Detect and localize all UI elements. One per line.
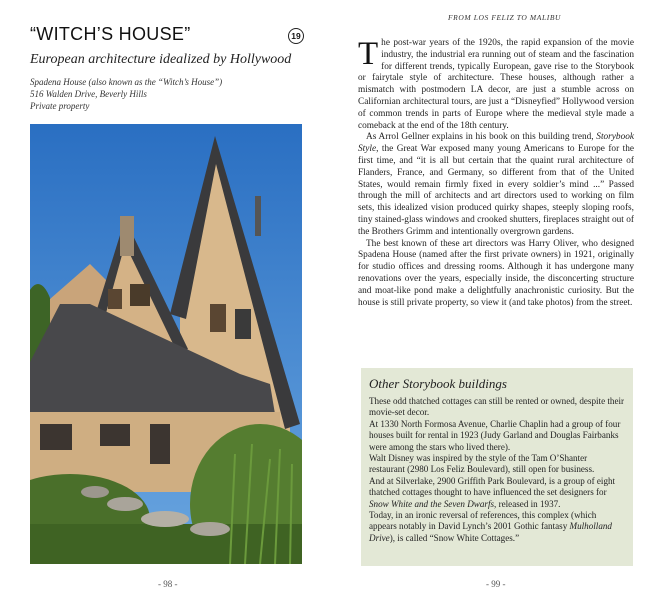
sidebar-box [361, 368, 633, 566]
shutter [108, 289, 122, 309]
film-title: Mulholland Drive [369, 521, 612, 543]
meta-line-address: 516 Walden Drive, Beverly Hills [30, 89, 147, 99]
article-body [358, 38, 634, 309]
sidebar-paragraph: These odd thatched cottages can still be rented or owned, despite their movie-set decor. [369, 396, 625, 418]
house-illustration [30, 124, 302, 564]
sidebar-paragraph: Walt Disney was inspired by the style of the Tam O’Shanter restaurant (2980 Los Feliz Boulevard), still open for business. [369, 453, 595, 475]
book-title: Storybook Style [358, 132, 634, 155]
page-number-right: - 99 - [486, 579, 506, 589]
rock [81, 486, 109, 498]
rock [141, 511, 189, 527]
paragraph-3: The best known of these art directors was Harry Oliver, who designed Spadena House (named after the first private owners) in 1921, originally for studio offices and dressing rooms. Although it has undergone many renovations over the years, especially inside, the disconcerting structure and moat-like pond make a delightfully anachronistic curiosity. But the house is still private property, so view it (and take photos) from the street. [358, 238, 634, 308]
sidebar-paragraph: Today, in an ironic reversal of references, this complex (which appears notably in David Lynch’s 2001 Gothic fantasy Mulholland Drive), is called “Snow White Cottages.” [369, 510, 612, 543]
sidebar-heading: Other Storybook buildings [369, 376, 507, 391]
drop-cap: T [358, 36, 379, 72]
page-number-left: - 98 - [158, 579, 178, 589]
window [100, 424, 130, 446]
sidebar-paragraph: At 1330 North Formosa Avenue, Charlie Chaplin had a group of four houses built for rental in 1923 (Judy Garland and Douglas Fairbanks were among the stars who lived there). [369, 418, 621, 452]
chimney-pipe [255, 196, 261, 236]
paragraph-1: The post-war years of the 1920s, the rapid expansion of the movie industry, the industrial era running out of steam and the fascination for different trends, typically European, gave rise to the Storybook or fairytale style of architecture. These houses, although rather a mismatch with postmodern LA decor, are just a stumble across on Californian architectural tours, are just a “Disneyfied” Hollywood version of common trends in parts of Europe where the medieval style made a comeback at the end of the 18th century. [358, 36, 634, 131]
address-block [30, 76, 222, 112]
film-title: Snow White and the Seven Dwarfs [369, 498, 495, 509]
door [150, 424, 170, 464]
page-subtitle: European architecture idealized by Hollywood [30, 52, 292, 67]
witchs-house-photo [30, 124, 302, 564]
sidebar-paragraph: And at Silverlake, 2900 Griffith Park Boulevard, is a group of eight thatched cottages thought to have influenced the set designers for Snow White and the Seven Dwarfs, released in 1937. [369, 475, 616, 509]
paragraph-2: As Arrol Gellner explains in his book on this building trend, Storybook Style, the Great War exposed many young Americans to Europe for the first time, and “it is all but certain that the quaint rural architecture of Flanders, France, and Germany, so different from that of the United States, would remain firmly fixed in every soldier’s mind ...” Passed through the mill of architects and art directors used to working on film sets, this idealized vision produced quirky shapes, steeply sloping roofs, tiny stained-glass windows and crooked shutters, fireplaces straight out of the Brothers Grimm and intentionally overgrown gardens. [358, 132, 634, 237]
meta-line-name: Spadena House (also known as the “Witch’s House”) [30, 77, 223, 87]
window [235, 309, 251, 339]
running-head: FROM LOS FELIZ TO MALIBU [448, 13, 562, 22]
entry-number-badge: 19 [288, 28, 304, 44]
rock [107, 497, 143, 511]
window [210, 304, 226, 332]
window [40, 424, 72, 450]
page-title: “WITCH’S HOUSE” [30, 24, 191, 44]
chimney [120, 216, 134, 256]
meta-line-access: Private property [30, 101, 90, 111]
rock [190, 522, 230, 536]
window [130, 284, 150, 306]
